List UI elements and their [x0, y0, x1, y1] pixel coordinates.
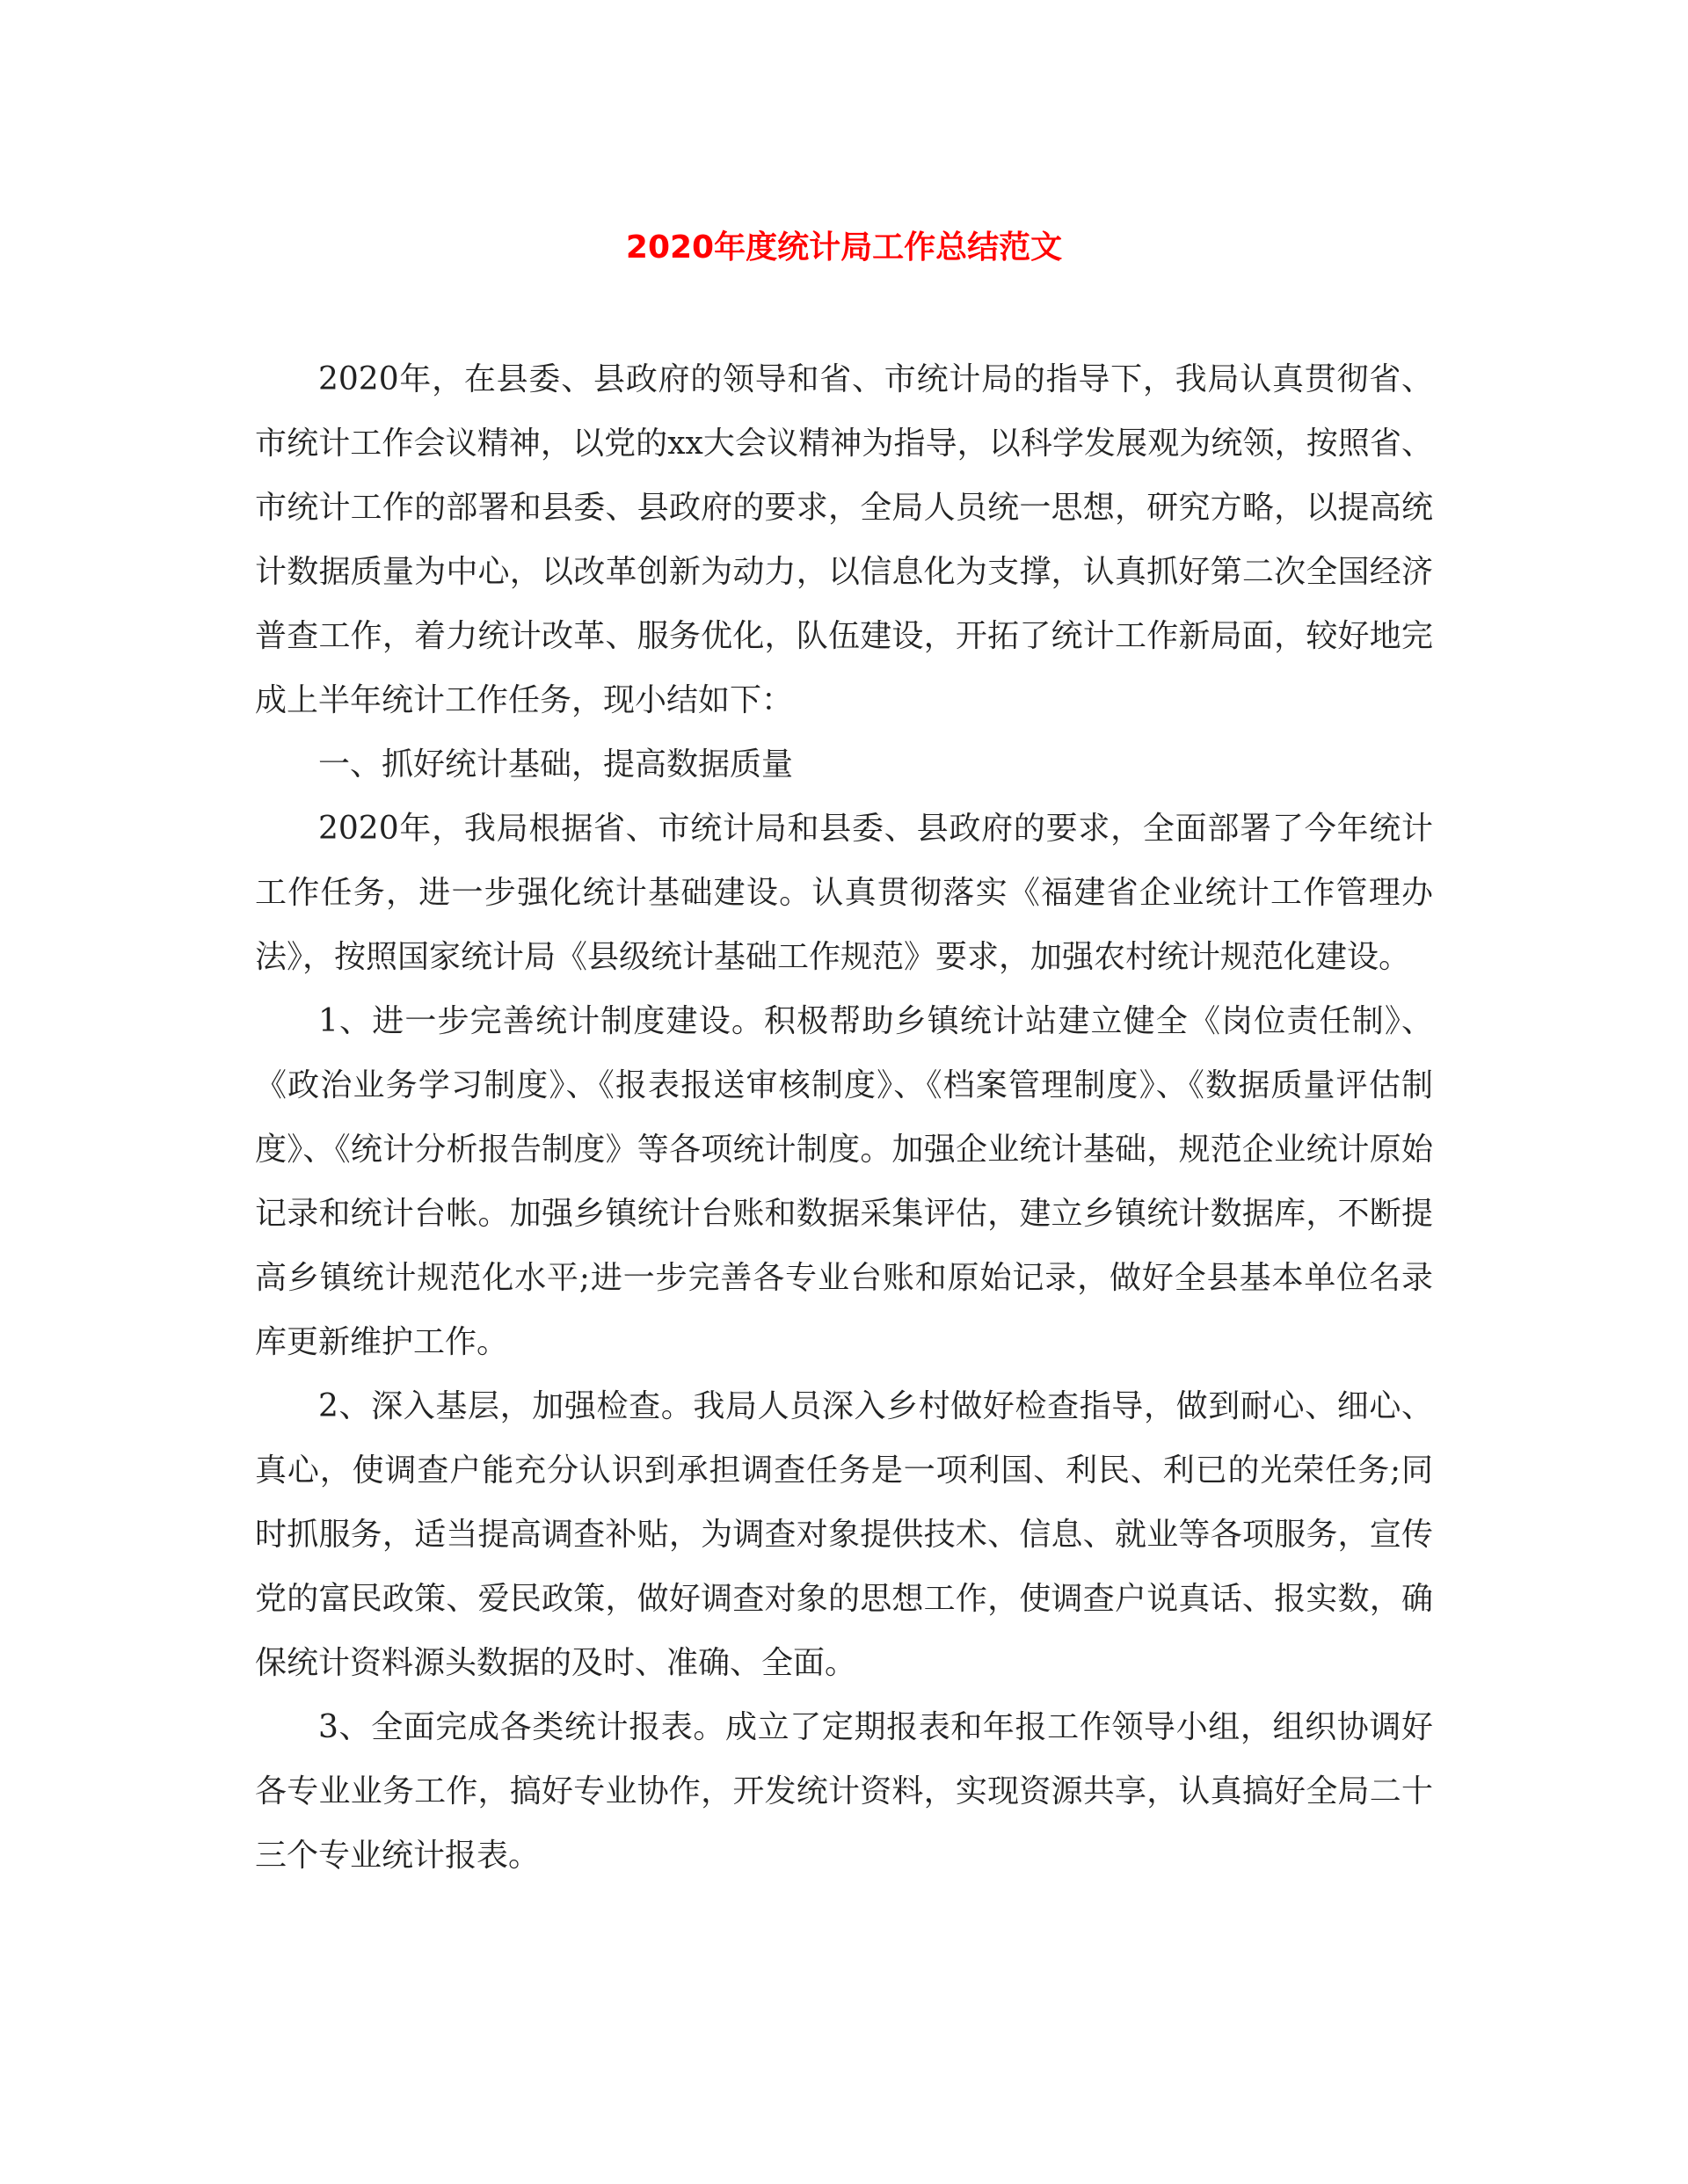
- document-body: [255, 347, 1433, 1888]
- document-title: 2020年度统计局工作总结范文: [625, 229, 1063, 266]
- paragraph-item-1: 1、进一步完善统计制度建设。积极帮助乡镇统计站建立健全《岗位责任制》、《政治业务学习制度》、《报表报送审核制度》、《档案管理制度》、《数据质量评估制度》、《统计分析报告制度》等各项统计制度。加强企业统计基础，规范企业统计原始记录和统计台帐。加强乡镇统计台账和数据采集评估，建立乡镇统计数据库，不断提高乡镇统计规范化水平;进一步完善各专业台账和原始记录，做好全县基本单位名录库更新维护工作。: [255, 1003, 1433, 1360]
- paragraph-section-1: 2020年，我局根据省、市统计局和县委、县政府的要求，全面部署了今年统计工作任务，进一步强化统计基础建设。认真贯彻落实《福建省企业统计工作管理办法》，按照国家统计局《县级统计基础工作规范》要求，加强农村统计规范化建设。: [255, 811, 1433, 975]
- paragraph-item-3: 3、全面完成各类统计报表。成立了定期报表和年报工作领导小组，组织协调好各专业业务工作，搞好专业协作，开发统计资料，实现资源共享，认真搞好全局二十三个专业统计报表。: [255, 1709, 1433, 1874]
- section-heading-1: 一、抓好统计基础，提高数据质量: [318, 746, 794, 783]
- paragraph-item-2: 2、深入基层，加强检查。我局人员深入乡村做好检查指导，做到耐心、细心、真心，使调查户能充分认识到承担调查任务是一项利国、利民、利已的光荣任务;同时抓服务，适当提高调查补贴，为调查对象提供技术、信息、就业等各项服务，宣传党的富民政策、爱民政策，做好调查对象的思想工作，使调查户说真话、报实数，确保统计资料源头数据的及时、准确、全面。: [255, 1388, 1433, 1681]
- paragraph-intro: 2020年，在县委、县政府的领导和省、市统计局的指导下，我局认真贯彻省、市统计工作会议精神，以党的xx大会议精神为指导，以科学发展观为统领，按照省、市统计工作的部署和县委、县政府的要求，全局人员统一思想，研究方略，以提高统计数据质量为中心，以改革创新为动力，以信息化为支撑，认真抓好第二次全国经济普查工作，着力统计改革、服务优化，队伍建设，开拓了统计工作新局面，较好地完成上半年统计工作任务，现小结如下：: [255, 361, 1433, 718]
